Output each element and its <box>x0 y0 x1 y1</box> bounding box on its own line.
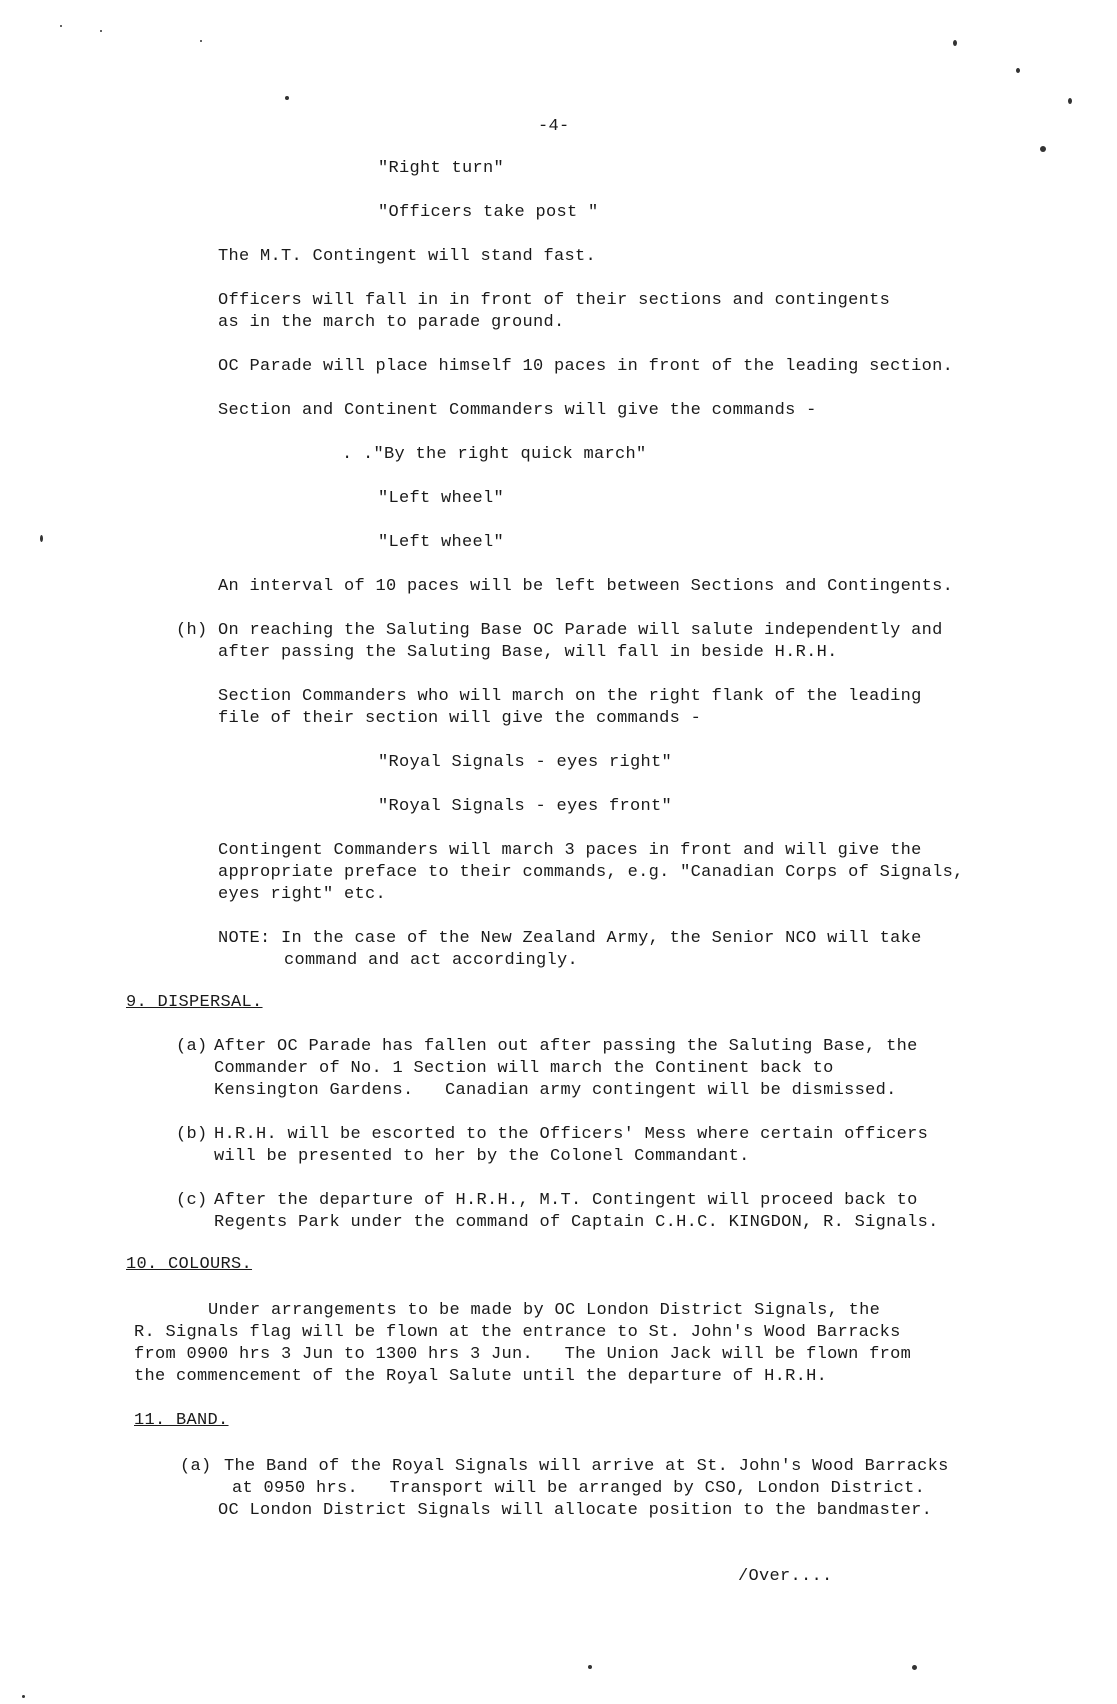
paragraph-line: R. Signals flag will be flown at the entrance to St. John's Wood Barracks <box>134 1323 901 1342</box>
item-label: (b) <box>176 1125 208 1144</box>
paragraph-line: at 0950 hrs. Transport will be arranged by CSO, London District. <box>232 1479 926 1498</box>
paragraph-line: Regents Park under the command of Captain C.H.C. KINGDON, R. Signals. <box>214 1213 939 1232</box>
section-heading: 10. COLOURS. <box>126 1255 253 1274</box>
paragraph-line: Commander of No. 1 Section will march the Continent back to <box>214 1059 834 1078</box>
paragraph-line: Contingent Commanders will march 3 paces in front and will give the <box>218 841 922 860</box>
scan-speck <box>100 30 102 32</box>
command-line: "Left wheel" <box>378 533 505 552</box>
command-line: "Right turn" <box>378 159 505 178</box>
scan-speck <box>588 1665 592 1669</box>
scan-speck <box>60 25 62 27</box>
scan-speck <box>1068 98 1072 104</box>
scan-speck <box>285 96 289 100</box>
section-heading: 11. BAND. <box>134 1411 229 1430</box>
paragraph-line: Section and Continent Commanders will give the commands - <box>218 401 817 420</box>
item-label: (c) <box>176 1191 208 1210</box>
paragraph-line: after passing the Saluting Base, will fall in beside H.R.H. <box>218 643 838 662</box>
scan-speck <box>953 40 957 46</box>
scan-speck <box>912 1665 917 1670</box>
command-line: . ."By the right quick march" <box>342 445 647 464</box>
paragraph-line: Section Commanders who will march on the right flank of the leading <box>218 687 922 706</box>
paragraph-line: Kensington Gardens. Canadian army contingent will be dismissed. <box>214 1081 897 1100</box>
command-line: "Royal Signals - eyes front" <box>378 797 673 816</box>
scan-speck <box>1016 68 1020 73</box>
paragraph-line: The Band of the Royal Signals will arrive at St. John's Wood Barracks <box>224 1457 949 1476</box>
paragraph-line: eyes right" etc. <box>218 885 387 904</box>
command-line: "Left wheel" <box>378 489 505 508</box>
scan-speck <box>22 1695 25 1698</box>
paragraph-line: An interval of 10 paces will be left between Sections and Contingents. <box>218 577 954 596</box>
paragraph-line: On reaching the Saluting Base OC Parade will salute independently and <box>218 621 943 640</box>
scan-speck <box>200 40 202 42</box>
page-number: -4- <box>538 117 570 136</box>
paragraph-line: appropriate preface to their commands, e.g. "Canadian Corps of Signals, <box>218 863 964 882</box>
paragraph-line: After the departure of H.R.H., M.T. Contingent will proceed back to <box>214 1191 918 1210</box>
paragraph-line: OC Parade will place himself 10 paces in front of the leading section. <box>218 357 954 376</box>
note-line: command and act accordingly. <box>284 951 579 970</box>
item-label: (h) <box>176 621 208 640</box>
paragraph-line: as in the march to parade ground. <box>218 313 565 332</box>
command-line: "Officers take post " <box>378 203 599 222</box>
paragraph-line: Under arrangements to be made by OC London District Signals, the <box>208 1301 881 1320</box>
page-footer: /Over.... <box>738 1567 833 1586</box>
scan-speck <box>40 535 43 542</box>
item-label: (a) <box>176 1037 208 1056</box>
paragraph-line: Officers will fall in in front of their sections and contingents <box>218 291 891 310</box>
paragraph-line: will be presented to her by the Colonel Commandant. <box>214 1147 750 1166</box>
paragraph-line: After OC Parade has fallen out after passing the Saluting Base, the <box>214 1037 918 1056</box>
paragraph-line: the commencement of the Royal Salute until the departure of H.R.H. <box>134 1367 828 1386</box>
item-label: (a) <box>180 1457 212 1476</box>
paragraph-line: The M.T. Contingent will stand fast. <box>218 247 597 266</box>
scan-speck <box>1040 146 1046 152</box>
command-line: "Royal Signals - eyes right" <box>378 753 673 772</box>
paragraph-line: H.R.H. will be escorted to the Officers' Mess where certain officers <box>214 1125 929 1144</box>
paragraph-line: from 0900 hrs 3 Jun to 1300 hrs 3 Jun. The Union Jack will be flown from <box>134 1345 912 1364</box>
note-line: NOTE: In the case of the New Zealand Army, the Senior NCO will take <box>218 929 922 948</box>
paragraph-line: OC London District Signals will allocate position to the bandmaster. <box>218 1501 933 1520</box>
paragraph-line: file of their section will give the commands - <box>218 709 702 728</box>
section-heading: 9. DISPERSAL. <box>126 993 263 1012</box>
